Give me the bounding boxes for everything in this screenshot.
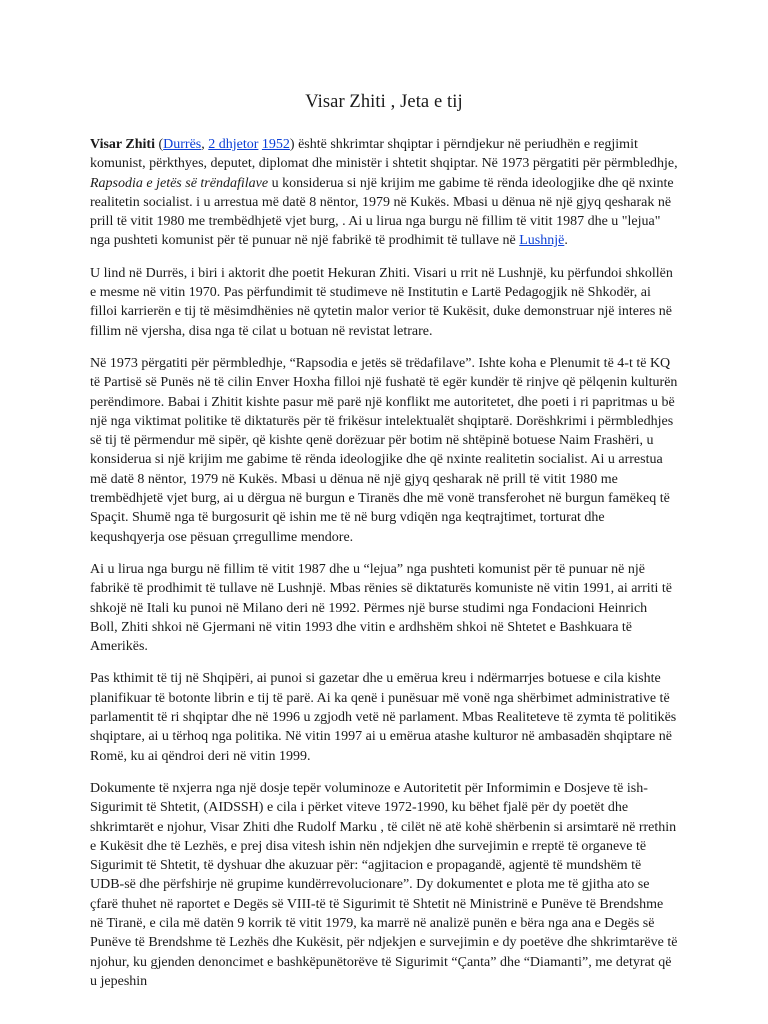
- text-fragment: u konsiderua si një krijim me gabime të rënda ideologjike dhe që nxinte realitetin socialist. i u arrestua më datë 8 nëntor, 1979 në Kukës. Mbasi u dënua në një gjyq qesharak në prill të vitit 1980 me trembëdhjetë vjet burg, . Ai u lirua nga burgu në fillim të vitit 1987 dhe u "lejua" nga pushteti komunist për të punuar në një fabrikë të prodhimit të tullave në: [90, 175, 674, 249]
- paragraph-career: Pas kthimit të tij në Shqipëri, ai punoi si gazetar dhe u emërua kreu i ndërmarrjes botuese e cila kishte planifikuar të botonte librin e tij të parë. Ai ka qenë i punësuar më vonë nga shërbimet administrative të parlamentit të ri shqiptar dhe në 1996 u zgjodh vetë në parlament. Mbas Realiteteve të zymta të politikës shqiptare, ai u tërhoq nga politika. Në vitin 1997 ai u emërua atashe kulturor në ambasadën shqiptare në Romë, ku ai qëndroi deri në vitin 1999.: [90, 671, 677, 764]
- text-fragment: ) është shkrimtar shqiptar i përndjekur në periudhën e regjimit komunist, përkthyes, deputet, diplomat dhe ministër i shtetit shqiptar. Në 1973 përgatiti për përmbledhje,: [90, 137, 678, 172]
- paragraph-early-life: U lind në Durrës, i biri i aktorit dhe poetit Hekuran Zhiti. Visari u rrit në Lushnjë, ku përfundoi shkollën e mesme në vitin 1970. Pas përfundimit të studimeve në Institutin e Lartë Pedagogjik në Shkodër, ai filloi karrierën e tij të mësimdhënies në qytetin malor verior të Kukësit, duke demonstruar një interes në fillim në vjersha, disa nga të cilat u botuan në revistat letrare.: [90, 265, 673, 339]
- link-birth-year[interactable]: 1952: [261, 137, 290, 152]
- text-fragment: ,: [201, 137, 209, 152]
- paragraph-arrest: Në 1973 përgatiti për përmbledhje, “Rapsodia e jetës së trëdafilave”. Ishte koha e Plenumit të 4-t të KQ të Partisë së Punës në të cilin Enver Hoxha filloi një fushatë të egër kundër të rinjve që pëlqenin kulturën perëndimore. Babai i Zhitit kishte pasur më parë një konflikt me autoritetet, dhe poeti i ri papritmas u bë një nga viktimat politike të diktaturës për të frikësur intelektualët shqiptarë. Dorëshkrimi i përmbledhjes së tij të përmendur më sipër, që kishte qenë dorëzuar për botim në shtëpinë botuese Naim Frashëri, u konsiderua si një krijim me gabime të rënda ideologjike dhe që nxinte realitetin socialist. Ai u arrestua më datë 8 nëntor, 1979 në Kukës. Mbasi u dënua në një gjyq qesharak në prill të vitit 1980 me trembëdhjetë vjet burg, ai u dërgua në burgun e Tiranës dhe më vonë transferohet në burgun famëkeq të Spaçit. Shumë nga të burgosurit që ishin me të në burg vdiqën nga keqtrajtimet, torturat dhe kequshqyerja ose pësuan çrregullime mendore.: [90, 355, 678, 545]
- book-title: Rapsodia e jetës së trëndafilave: [90, 175, 269, 191]
- paragraph-documents: Dokumente të nxjerra nga një dosje tepër voluminoze e Autoritetit për Informimin e Dosjeve të ish-Sigurimit të Shtetit, (AIDSSH) e cila i përket viteve 1972-1990, ku bëhet fjalë për dy poetët dhe shkrimtarët e njohur, Visar Zhiti dhe Rudolf Marku , të cilët në atë kohë shërbenin si arsimtarë në rrethin e Kukësit dhe të Lezhës, e prej disa vitesh ishin nën ndjekjen dhe survejimin e rreptë të organeve të Sigurimit të Shtetit, të dyshuar dhe akuzuar për: “agjitacion e propagandë, agjentë të mundshëm të UDB-së dhe përfshirje në grupime kundërrevolucionare”. Dy dokumentet e plota me të gjitha ato se çfarë thuhet në raportet e Degës së VIII-të të Sigurimit të Shtetit në Ministrinë e Punëve të Brendshme në Tiranë, e cila më datën 9 korrik të vitit 1979, ka marrë në analizë punën e bëra nga ana e Degës së Punëve të Brendshme të Lezhës dhe Kukësit, për ndjekjen e survejimin e dy poetëve dhe shkrimtarëve të njohur, ku gjenden denoncimet e bashkëpunëtorëve të Sigurimit “Çanta” dhe “Diamanti”, me detyrat që u jepeshin: [90, 780, 678, 989]
- text-fragment: (: [154, 137, 164, 152]
- link-lushnje[interactable]: Lushnjë: [519, 233, 565, 249]
- link-birth-date[interactable]: 2 dhjetor: [208, 137, 259, 152]
- link-durres[interactable]: Durrës: [163, 137, 202, 152]
- paragraph-release: Ai u lirua nga burgu në fillim të vitit 1987 dhe u “lejua” nga pushteti komunist për të punuar në një fabrikë të prodhimit të tullave në Lushnjë. Mbas rënies së diktaturës komuniste në vitin 1991, ai arriti të shkojë në Itali ku punoi në Milano deri në 1992. Përmes një burse studimi nga Fondacioni Heinrich Boll, Zhiti shkoi në Gjermani në vitin 1993 dhe vitin e ardhshëm shkoi në Shtetet e Bashkuara të Amerikës.: [90, 561, 673, 655]
- text-fragment: .: [564, 233, 568, 249]
- paragraph-intro: [90, 135, 678, 251]
- document-title: Visar Zhiti , Jeta e tij: [305, 92, 463, 112]
- subject-name: Visar Zhiti: [90, 137, 155, 152]
